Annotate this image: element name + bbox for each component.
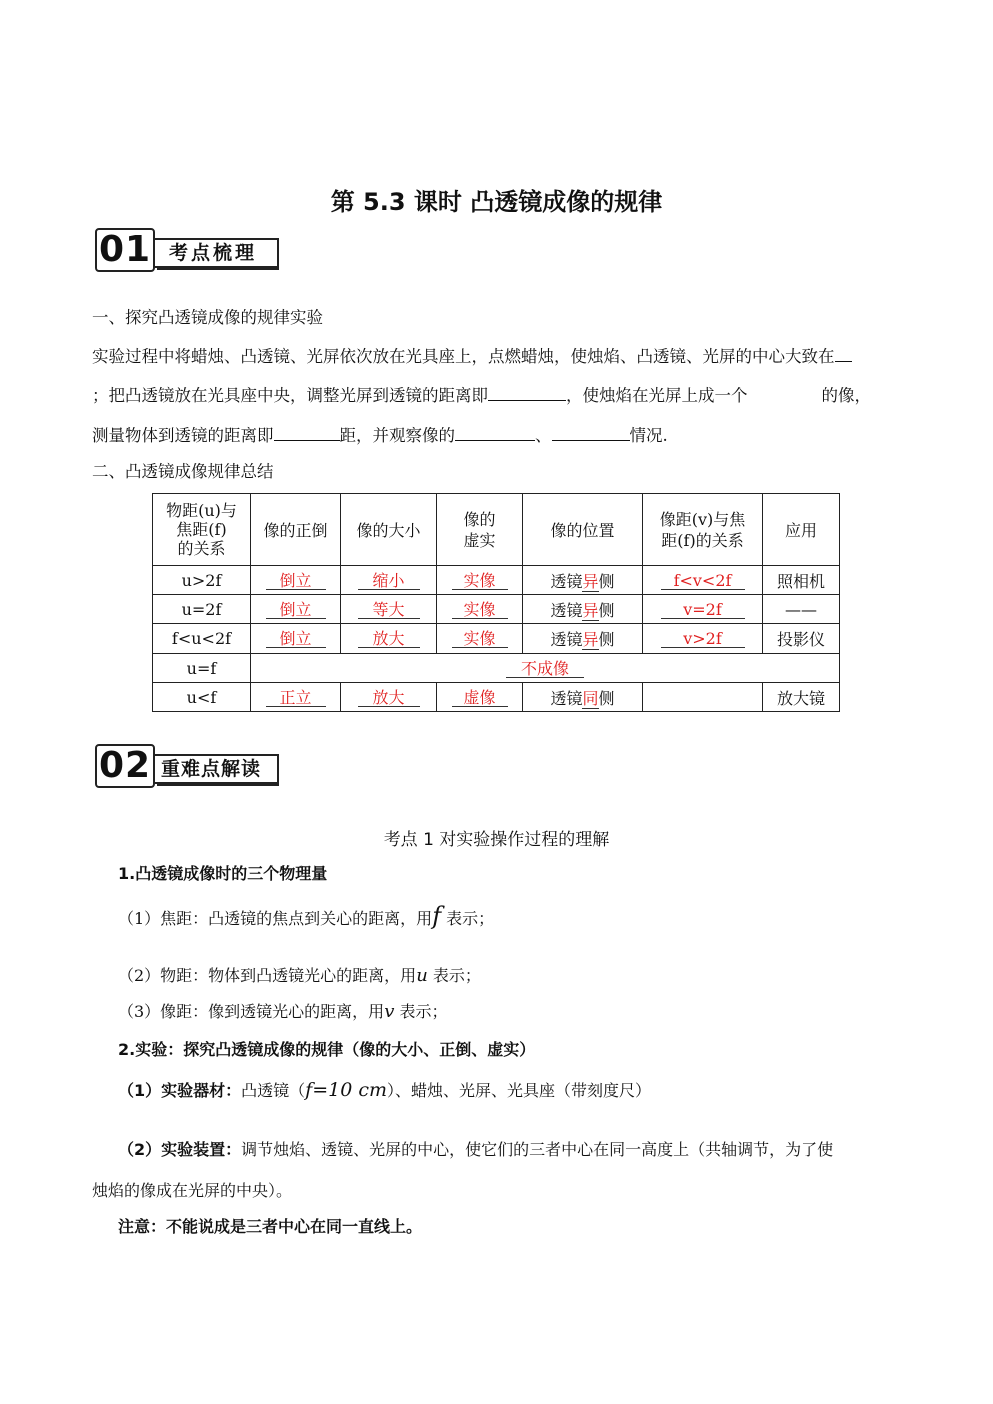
answer-size: 放大	[358, 630, 420, 648]
pos-pre: 透镜	[550, 688, 583, 708]
answer-pos: 异	[582, 600, 599, 620]
answer-real: 实像	[452, 572, 508, 590]
size-cell	[341, 624, 437, 654]
real-cell	[437, 683, 523, 712]
header-cell	[643, 494, 763, 566]
line2-text-a: ；把凸透镜放在光具座中央，调整光屏到透镜的距离即	[92, 386, 488, 405]
pos-pre: 透镜	[550, 571, 583, 591]
pos-post: 侧	[598, 630, 615, 649]
condition-cell: u>2f	[153, 566, 251, 595]
part1-line2	[92, 384, 912, 406]
focal-length-math: f=10 cm	[305, 1079, 387, 1101]
section-number: 02	[95, 744, 155, 788]
q3-text: （3）像距：像到透镜光心的距离，用	[118, 1002, 385, 1021]
orient-cell	[251, 683, 341, 712]
table-row	[153, 566, 840, 595]
answer-pos: 异	[582, 630, 599, 649]
size-cell	[341, 595, 437, 624]
merged-cell	[251, 654, 840, 683]
app-cell: 投影仪	[763, 624, 840, 654]
section-badge-01	[95, 228, 283, 274]
part1-line3	[92, 424, 912, 446]
e2-label: （2）实验装置：	[118, 1140, 242, 1159]
fill-blank[interactable]	[835, 345, 852, 362]
header-line: 的关系	[177, 539, 226, 558]
pos-pre: 透镜	[550, 600, 583, 620]
kaodian-q3	[118, 1002, 938, 1022]
section-badge-02	[95, 744, 283, 790]
section-label: 重难点解读	[155, 754, 279, 784]
badge-shadow	[157, 784, 279, 786]
orient-cell	[251, 595, 341, 624]
answer-v: f<v<2f	[661, 572, 745, 590]
header-cell: 应用	[763, 494, 840, 566]
page-title: 第 5.3 课时 凸透镜成像的规律	[330, 188, 663, 216]
table-row	[153, 624, 840, 654]
section-label: 考点梳理	[155, 238, 279, 268]
answer-real: 实像	[452, 601, 508, 619]
answer-size: 放大	[358, 689, 420, 707]
pos-post: 侧	[598, 688, 615, 708]
fill-blank[interactable]	[488, 384, 566, 401]
app-cell: ——	[763, 595, 840, 624]
v-symbol: v	[384, 1001, 395, 1022]
condition-cell: u=f	[153, 654, 251, 683]
v-cell	[643, 683, 763, 712]
part1-line1	[92, 345, 912, 367]
answer-merged: 不成像	[506, 660, 584, 678]
f-symbol: f	[432, 902, 442, 930]
answer-orient: 倒立	[266, 630, 326, 648]
answer-real: 实像	[452, 630, 508, 648]
header-line: 焦距(f)	[176, 520, 227, 539]
pos-post: 侧	[598, 600, 615, 620]
line2-text-b: ，使烛焰在光屏上成一个	[566, 386, 748, 405]
header-cell: 像的位置	[523, 494, 643, 566]
answer-pos: 异	[582, 571, 599, 591]
answer-orient: 正立	[266, 689, 326, 707]
header-cell	[437, 494, 523, 566]
orient-cell	[251, 566, 341, 595]
position-cell	[523, 595, 643, 624]
position-cell	[523, 624, 643, 654]
kaodian-e1	[118, 1080, 938, 1101]
real-cell	[437, 595, 523, 624]
part1-heading: 一、探究凸透镜成像的规律实验	[92, 308, 323, 327]
app-cell: 放大镜	[763, 683, 840, 712]
header-cell: 像的正倒	[251, 494, 341, 566]
v-cell	[643, 566, 763, 595]
e2-text: 调节烛焰、透镜、光屏的中心，使它们的三者中心在同一高度上（共轴调节，为了使	[241, 1140, 834, 1159]
real-cell	[437, 566, 523, 595]
q2-text: （2）物距：物体到凸透镜光心的距离，用	[118, 966, 417, 985]
kaodian-e2	[118, 1140, 938, 1160]
answer-v: v=2f	[661, 601, 745, 619]
header-line: 像距(v)与焦	[659, 509, 746, 529]
table-row	[153, 683, 840, 712]
badge-shadow	[157, 268, 279, 270]
line2-text-c: 的像，	[821, 386, 871, 405]
pos-pre: 透镜	[550, 630, 583, 649]
real-cell	[437, 624, 523, 654]
answer-v: v>2f	[661, 630, 745, 648]
q1-post: 表示；	[446, 909, 495, 928]
e1-label: （1）实验器材：	[118, 1081, 242, 1100]
v-cell	[643, 595, 763, 624]
header-cell	[153, 494, 251, 566]
line3-text-d: 情况.	[629, 426, 668, 445]
answer-size: 缩小	[358, 572, 420, 590]
table-row	[153, 595, 840, 624]
size-cell	[341, 683, 437, 712]
kaodian-q1	[118, 902, 938, 930]
kaodian-h1: 1.凸透镜成像时的三个物理量	[118, 864, 328, 883]
answer-real: 虚像	[452, 689, 508, 707]
fill-blank[interactable]	[455, 424, 535, 441]
header-line: 物距(u)与	[166, 501, 237, 520]
app-cell: 照相机	[763, 566, 840, 595]
size-cell	[341, 566, 437, 595]
condition-cell: f<u<2f	[153, 624, 251, 654]
kaodian-note: 注意：不能说成是三者中心在同一直线上。	[118, 1217, 423, 1236]
v-cell	[643, 624, 763, 654]
table-header-row	[153, 494, 840, 566]
q2-post: 表示；	[432, 966, 481, 985]
fill-blank[interactable]	[552, 424, 630, 441]
q1-text: （1）焦距：凸透镜的焦点到关心的距离，用	[118, 909, 433, 928]
fill-blank[interactable]	[274, 424, 340, 441]
answer-pos: 同	[582, 688, 599, 708]
section-number: 01	[95, 228, 155, 272]
kaodian-title: 考点 1 对实验操作过程的理解	[383, 830, 610, 850]
imaging-rules-table	[152, 493, 840, 712]
header-line: 距(f)的关系	[661, 530, 744, 550]
condition-cell: u<f	[153, 683, 251, 712]
header-line: 虚实	[463, 530, 496, 550]
answer-size: 等大	[358, 601, 420, 619]
header-cell: 像的大小	[341, 494, 437, 566]
line3-text-b: 距，并观察像的	[339, 426, 455, 445]
line3-text-c: 、	[535, 426, 552, 445]
kaodian-q2	[118, 966, 938, 986]
part2-heading: 二、凸透镜成像规律总结	[92, 462, 274, 481]
answer-orient: 倒立	[266, 572, 326, 590]
orient-cell	[251, 624, 341, 654]
pos-post: 侧	[598, 571, 615, 591]
position-cell	[523, 683, 643, 712]
e1-post: ）、蜡烛、光屏、光具座（带刻度尺）	[386, 1081, 651, 1100]
position-cell	[523, 566, 643, 595]
q3-post: 表示；	[399, 1002, 448, 1021]
answer-orient: 倒立	[266, 601, 326, 619]
u-symbol: u	[416, 965, 428, 986]
condition-cell: u=2f	[153, 595, 251, 624]
kaodian-e2-cont: 烛焰的像成在光屏的中央）。	[92, 1181, 293, 1200]
header-line: 像的	[463, 509, 496, 529]
line1-text: 实验过程中将蜡烛、凸透镜、光屏依次放在光具座上，点燃蜡烛，使烛焰、凸透镜、光屏的中心大致在	[92, 347, 835, 366]
line3-text-a: 测量物体到透镜的距离即	[92, 426, 274, 445]
table-row	[153, 654, 840, 683]
kaodian-h2: 2.实验：探究凸透镜成像的规律（像的大小、正倒、虚实）	[118, 1040, 536, 1059]
e1-pre: 凸透镜（	[241, 1081, 306, 1100]
